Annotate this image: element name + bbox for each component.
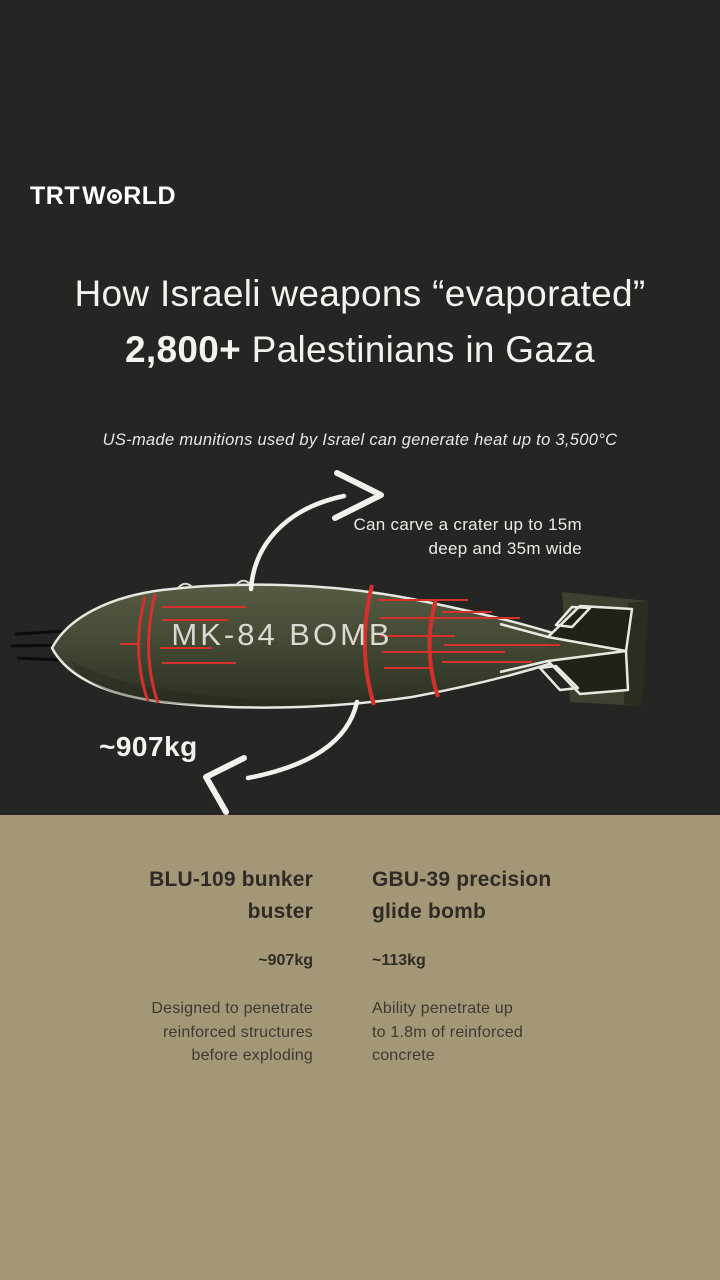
headline-line1: How Israeli weapons “evaporated”	[74, 273, 646, 314]
gbu39-column	[372, 864, 625, 1068]
blu109-desc-line2: reinforced structures	[162, 1023, 313, 1041]
bomb-label: MK-84 BOMB	[171, 617, 393, 652]
blu109-heading	[60, 864, 313, 928]
curved-arrow-up-icon	[251, 473, 381, 589]
blu109-heading-line2: buster	[247, 900, 313, 923]
logo-trt-text: TRT	[30, 182, 81, 210]
crater-annotation-line2: deep and 35m wide	[428, 539, 582, 558]
gbu39-weight: ~113kg	[372, 952, 426, 969]
blu109-description	[60, 997, 313, 1068]
curved-arrow-down-icon	[206, 702, 357, 812]
logo-w: W	[82, 182, 107, 210]
gbu39-heading-line2: glide bomb	[372, 900, 486, 923]
gbu39-heading	[372, 864, 625, 928]
comparison-section	[0, 815, 720, 1280]
logo-rld: RLD	[123, 182, 177, 210]
blu109-column	[60, 864, 313, 1068]
gbu39-desc-line3: concrete	[372, 1047, 435, 1064]
gbu39-heading-line1: GBU-39 precision	[372, 868, 552, 891]
blu109-desc-line1: Designed to penetrate	[151, 1000, 313, 1017]
headline-casualty-count: 2,800+	[125, 329, 242, 370]
blu109-weight: ~907kg	[258, 952, 313, 969]
headline-line2-rest: Palestinians in Gaza	[241, 329, 595, 370]
gbu39-description	[372, 997, 625, 1068]
crater-annotation-line1: Can carve a crater up to 15m	[353, 515, 582, 534]
mk84-weight: ~907kg	[99, 731, 198, 762]
gbu39-desc-line1: Ability penetrate up	[372, 1000, 513, 1017]
blu109-heading-line1: BLU-109 bunker	[149, 868, 313, 891]
subtitle: US-made munitions used by Israel can generate heat up to 3,500°C	[102, 431, 618, 449]
gbu39-desc-line2: to 1.8m of reinforced	[372, 1023, 523, 1041]
blu109-desc-line3: before exploding	[191, 1047, 313, 1064]
